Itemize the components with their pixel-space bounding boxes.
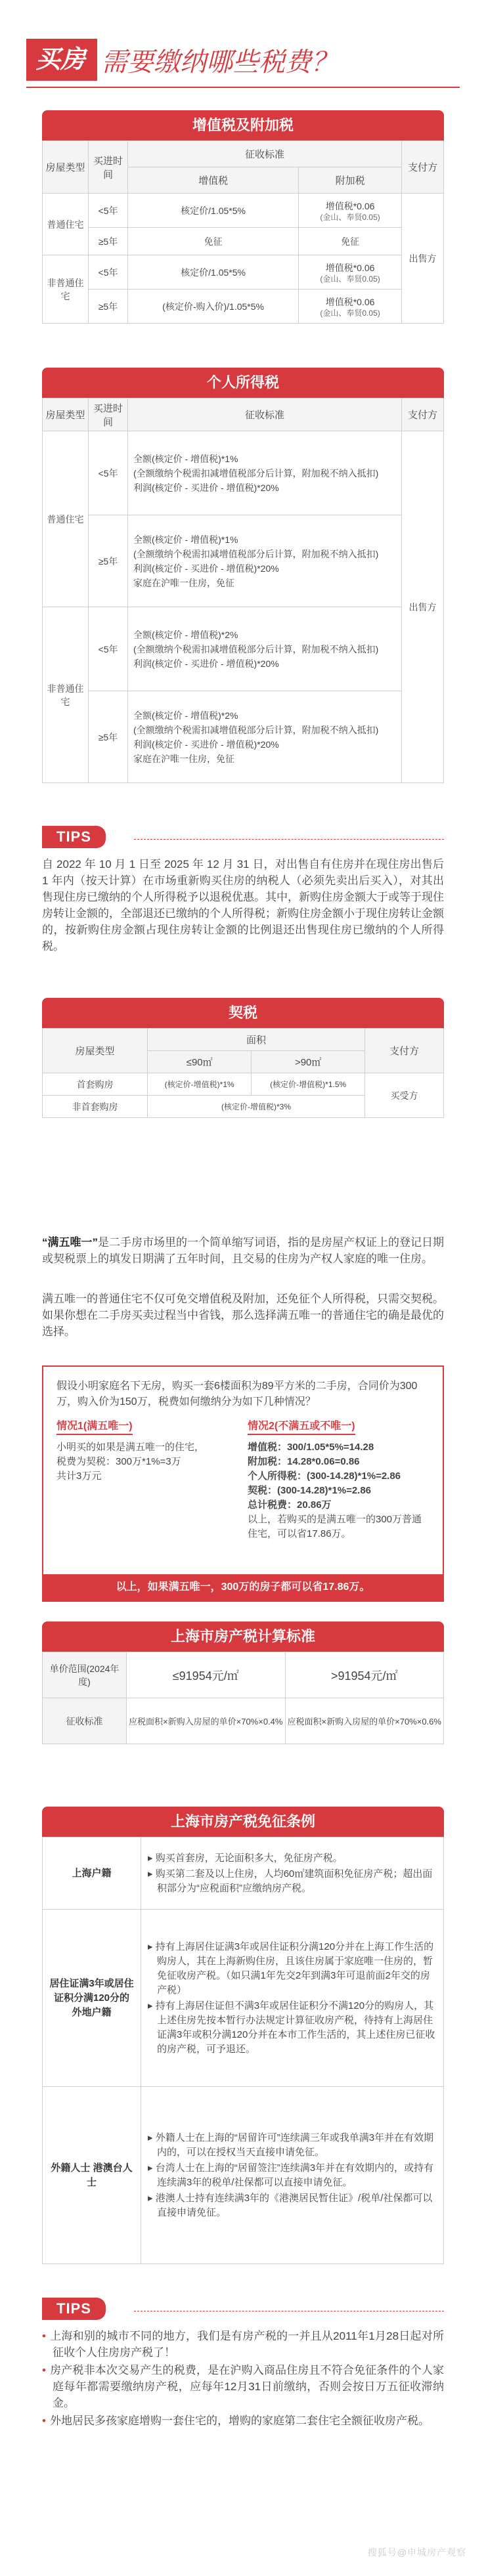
surtax-value: 增值税*0.06 [325, 262, 375, 273]
range-label: 单价范围(2024年度) [43, 1652, 127, 1698]
second-home-label: 非首套购房 [43, 1096, 148, 1118]
property-tax-table [42, 1652, 444, 1744]
standard-cell [128, 691, 402, 783]
col-period: 买进时间 [89, 141, 128, 194]
col-area: 面积 [148, 1029, 365, 1051]
standard-line: 全额(核定价 - 增值税)*2% [133, 629, 238, 640]
title-highlight: 买房 [26, 39, 97, 81]
case-1-line: 税费为契税：300万*1%=3万 [56, 1456, 181, 1467]
exemption-items [141, 1910, 444, 2087]
case-2 [248, 1419, 430, 1541]
surtax-note: (金山、奉贤0.05) [320, 212, 380, 222]
surtax-note: (金山、奉贤0.05) [320, 274, 380, 284]
tips-badge: TIPS [42, 826, 106, 848]
second-value: (核定价-增值税)*3% [148, 1096, 365, 1118]
surtax-value: 增值税*0.06 [325, 200, 375, 211]
surtax-cell [299, 194, 402, 228]
vat-table [42, 140, 444, 324]
col-vat: 增值税 [128, 167, 299, 194]
exemption-item: ▸ 购买首套房，无论面积多大，免征房产税。 [148, 1852, 343, 1864]
surtax-cell [299, 290, 402, 324]
exemption-item: ▸ 购买第二套及以上住房，人均60㎡建筑面积免征房产税；超出面积部分为“应税面积”应缴纳房产税。 [148, 1868, 433, 1894]
tips-item: • 上海和别的城市不同的地方，我们是有房产税的一并且从2011年1月28日起对所征收个人住房房产税了！ [42, 2328, 444, 2361]
period-cell: ≥5年 [89, 290, 128, 324]
period-cell: <5年 [89, 194, 128, 228]
standard-line: 利润(核定价 - 买进价 - 增值税)*20% [133, 482, 279, 493]
page-title [26, 33, 460, 88]
tips-badge: TIPS [42, 2298, 106, 2320]
exemption-items [141, 1837, 444, 1910]
deed-table [42, 1028, 444, 1118]
standard-line: (全额缴纳个税需扣减增值税部分后计算，附加税不纳入抵扣) [133, 724, 379, 735]
payer-cell: 买受方 [365, 1073, 444, 1118]
standard-line: 全额(核定价 - 增值税)*2% [133, 710, 238, 721]
col-type: 房屋类型 [43, 398, 89, 431]
standard-line: (全额缴纳个税需扣减增值税部分后计算，附加税不纳入抵扣) [133, 467, 379, 479]
standard-line: 利润(核定价 - 买进价 - 增值税)*20% [133, 739, 279, 750]
pit-title: 个人所得税 [42, 368, 444, 398]
pit-table [42, 398, 444, 783]
property-tax-title: 上海市房产税计算标准 [42, 1621, 444, 1652]
vat-section [42, 110, 444, 324]
range-high: >91954元/㎡ [285, 1652, 444, 1698]
period-cell: ≥5年 [89, 691, 128, 783]
manwu-paragraph-1 [42, 1234, 444, 1267]
standard-line: (全额缴纳个税需扣减增值税部分后计算，附加税不纳入抵扣) [133, 643, 379, 655]
col-payer: 支付方 [402, 141, 444, 194]
col-standard: 征收标准 [128, 398, 402, 431]
first-home-label: 首套购房 [43, 1073, 148, 1096]
manwu-term: “满五唯一” [42, 1236, 98, 1249]
case-1 [56, 1419, 248, 1541]
payer-cell: 出售方 [402, 431, 444, 783]
standard-cell [128, 607, 402, 691]
manwu-paragraph-2: 满五唯一的普通住宅不仅可免交增值税及附加，还免征个人所得税，只需交契税。如果你想在二手房买卖过程当中省钱，那么选择满五唯一的普通住宅的确是最优的选择。 [42, 1293, 444, 1338]
col-type: 房屋类型 [43, 1029, 148, 1073]
type-cell: 普通住宅 [43, 431, 89, 607]
exemption-item: ▸ 持有上海居住证但不满3年或居住证积分不满120分的购房人，其上述住房先按本暂行办法规定计算征收房产税，待持有上海居住证满3年或积分满120分并在本市工作生活的，其上述住房已征收的房产税，可予退还。 [148, 2000, 435, 2055]
exemption-table [42, 1837, 444, 2264]
vat-cell: 免征 [128, 228, 299, 255]
standard-line: 家庭在沪唯一住房，免征 [133, 577, 234, 588]
exemption-title: 上海市房产税免征条例 [42, 1807, 444, 1837]
surtax-note: (金山、奉贤0.05) [320, 308, 380, 318]
tips-item: • 外地居民多孩家庭增购一套住宅的，增购的家庭第二套住宅全额征收房产税。 [42, 2413, 444, 2429]
low-formula: 应税面积×新购入房屋的单价×70%×0.4% [127, 1698, 286, 1744]
example-intro: 假设小明家庭名下无房，购买一套6楼面积为89平方米的二手房，合同价为300万，购入价为150万，税费如何缴纳分为如下几种情况？ [56, 1381, 418, 1407]
tips-list [42, 2328, 444, 2429]
tips-item: • 房产税非本次交易产生的税费，是在沪购入商品住房且不符合免征条件的个人家庭每年都需要缴纳房产税，应每年12月31日前缴纳，否则会按日万五征收滞纳金。 [42, 2362, 444, 2411]
col-payer: 支付方 [365, 1029, 444, 1073]
surtax-cell [299, 255, 402, 290]
vat-cell: 核定价/1.05*5% [128, 255, 299, 290]
case-1-title: 情况1(满五唯一) [56, 1419, 133, 1435]
case-2-title: 情况2(不满五或不唯一) [248, 1419, 355, 1435]
tips-text: 自 2022 年 10 月 1 日至 2025 年 12 月 31 日，对出售自有住房并在现住房出售后 1 年内（按天计算）在市场重新购买住房的纳税人（必须先卖出后买入），对其出售现住房已缴纳的个人所得税予以退税优惠。其中，新购住房金额大于或等于现住房转让金额的，全部退还已缴纳的个人所得税；新购住房金额小于现住房转让金额的，按新购住房金额占现住房转让金额的比例退还出售现住房已缴纳的个人所得税。 [42, 858, 444, 953]
col-small-area: ≤90㎡ [148, 1051, 252, 1073]
example-box [42, 1365, 444, 1602]
col-large-area: >90㎡ [252, 1051, 365, 1073]
example-footer: 以上，如果满五唯一，300万的房子都可以省17.86万。 [43, 1574, 443, 1600]
case-2-line: 契税：(300-14.28)*1%=2.86 [248, 1485, 372, 1496]
case-2-line: 附加税：14.28*0.06=0.86 [248, 1456, 360, 1467]
period-cell: <5年 [89, 607, 128, 691]
manwu-definition: 是二手房市场里的一个简单缩写词语，指的是房屋产权证上的登记日期或契税票上的填发日期满了五年时间，且交易的住房为产权人家庭的唯一住房。 [42, 1236, 444, 1265]
case-2-line: 总计税费：20.86万 [248, 1499, 332, 1511]
first-small-value: (核定价-增值税)*1% [148, 1073, 252, 1096]
col-type: 房屋类型 [43, 141, 89, 194]
col-standard: 征收标准 [128, 141, 402, 167]
watermark: 搜狐号@申城房产观察 [367, 2547, 466, 2558]
col-period: 买进时间 [89, 398, 128, 431]
standard-cell [128, 431, 402, 515]
payer-cell: 出售方 [402, 194, 444, 324]
standard-cell [128, 515, 402, 607]
example-cases [43, 1419, 443, 1541]
exemption-items [141, 2087, 444, 2264]
exemption-item: ▸ 港澳人士持有连续满3年的《港澳居民暂住证》/税单/社保都可以直接申请免征。 [148, 2192, 433, 2218]
tips-section-2 [42, 2298, 444, 2430]
vat-cell: 核定价/1.05*5% [128, 194, 299, 228]
first-large-value: (核定价-增值税)*1.5% [252, 1073, 365, 1096]
tips-section [42, 826, 444, 955]
exemption-item: ▸ 台湾人士在上海的“居留签注”连续满3年并在有效期内的，或持有连续满3年的税单/社保都可以直接申请免征。 [148, 2162, 434, 2188]
standard-line: 利润(核定价 - 买进价 - 增值税)*20% [133, 658, 279, 669]
case-2-line: 个人所得税：(300-14.28)*1%=2.86 [248, 1470, 401, 1482]
type-cell: 非普通住宅 [43, 255, 89, 324]
pit-section [42, 368, 444, 783]
col-payer: 支付方 [402, 398, 444, 431]
standard-line: 家庭在沪唯一住房，免征 [133, 753, 234, 764]
exemption-label: 居住证满3年或居住证积分满120分的外地户籍 [43, 1910, 141, 2087]
range-low: ≤91954元/㎡ [127, 1652, 286, 1698]
surtax-cell: 免征 [299, 228, 402, 255]
deed-section [42, 998, 444, 1118]
case-2-line: 以上，若购买的是满五唯一的300万普通住宅，可以省17.86万。 [248, 1514, 422, 1539]
vat-cell: (核定价-购入价)/1.05*5% [128, 290, 299, 324]
type-cell: 非普通住宅 [43, 607, 89, 783]
deed-title: 契税 [42, 998, 444, 1028]
tips-divider [134, 839, 444, 840]
exemption-label: 上海户籍 [43, 1837, 141, 1910]
standard-line: 全额(核定价 - 增值税)*1% [133, 453, 238, 464]
exemption-item: ▸ 外籍人士在上海的“居留许可”连续满三年或我单满3年并在有效期内的，可以在授权当天直接申请免征。 [148, 2132, 434, 2158]
standard-label: 征收标准 [43, 1698, 127, 1744]
period-cell: ≥5年 [89, 228, 128, 255]
standard-line: 利润(核定价 - 买进价 - 增值税)*20% [133, 563, 279, 574]
case-2-line: 增值税：300/1.05*5%=14.28 [248, 1442, 374, 1453]
title-rest: 需要缴纳哪些税费？ [101, 47, 338, 77]
case-1-line: 共计3万元 [56, 1470, 102, 1482]
exemption-label: 外籍人士 港澳台人士 [43, 2087, 141, 2264]
case-1-line: 小明买的如果是满五唯一的住宅， [56, 1442, 205, 1453]
high-formula: 应税面积×新购入房屋的单价×70%×0.6% [285, 1698, 444, 1744]
period-cell: ≥5年 [89, 515, 128, 607]
exemption-item: ▸ 持有上海居住证满3年或居住证积分满120分并在上海工作生活的 购房人，其在上海新购住房，且该住房属于家庭唯一住房的，暂免征收房产税。（如只满1年先交2年到满3年可退前面2年交的房产税） [148, 1941, 434, 1996]
period-cell: <5年 [89, 431, 128, 515]
type-cell: 普通住宅 [43, 194, 89, 255]
exemption-section [42, 1807, 444, 2264]
standard-line: (全额缴纳个税需扣减增值税部分后计算，附加税不纳入抵扣) [133, 548, 379, 559]
period-cell: <5年 [89, 255, 128, 290]
col-surtax: 附加税 [299, 167, 402, 194]
property-tax-section [42, 1621, 444, 1744]
standard-line: 全额(核定价 - 增值税)*1% [133, 534, 238, 545]
vat-title: 增值税及附加税 [42, 110, 444, 140]
surtax-value: 增值税*0.06 [325, 296, 375, 307]
